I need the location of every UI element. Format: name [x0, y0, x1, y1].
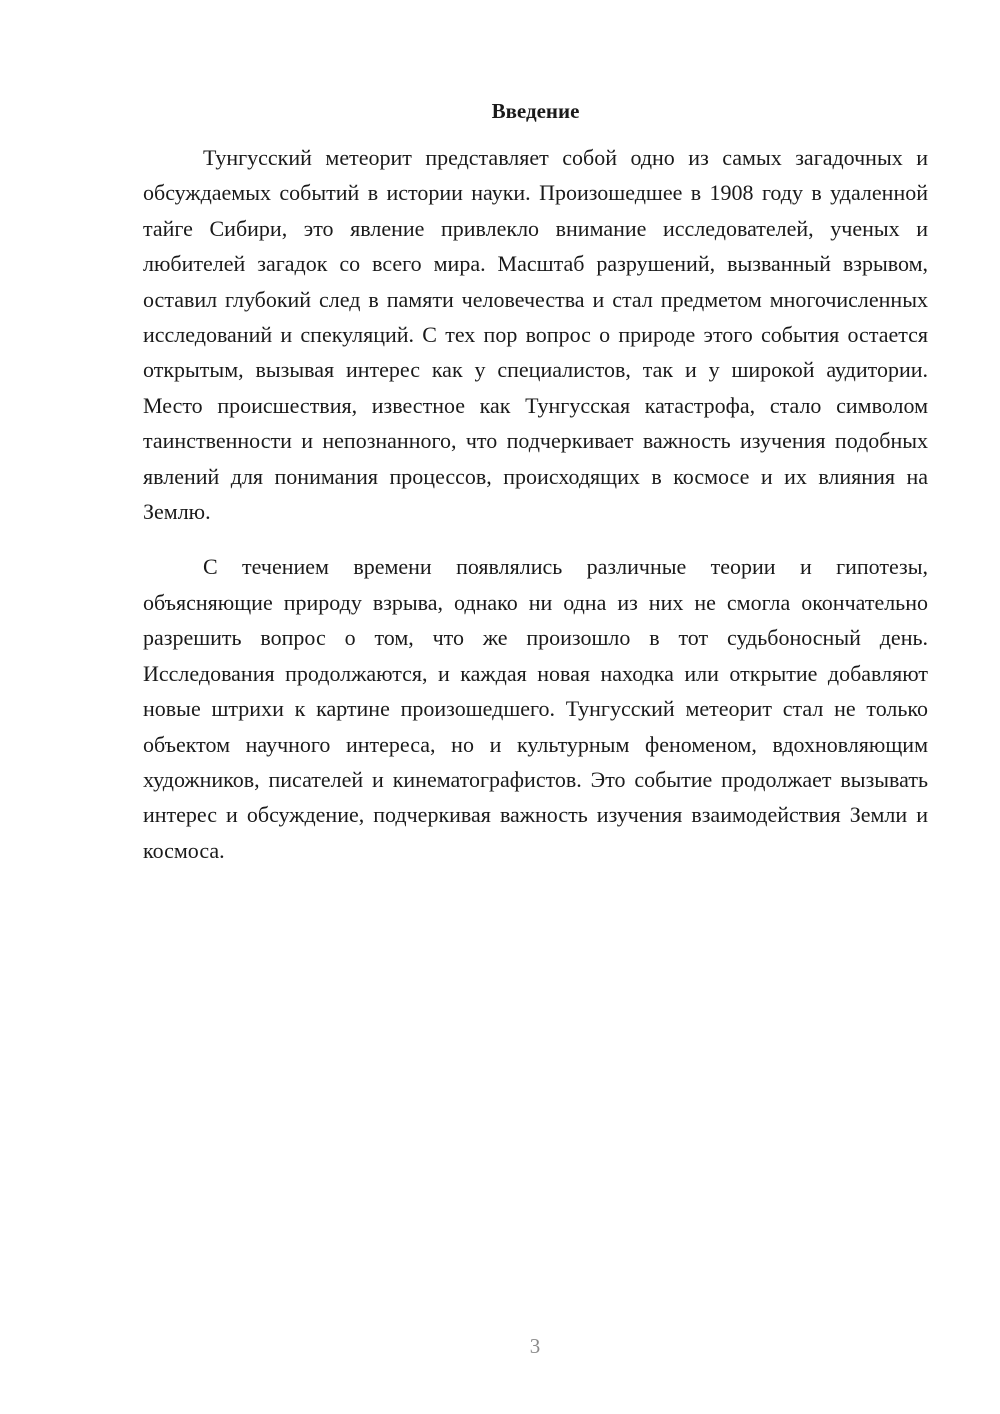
page-number: 3	[529, 1334, 541, 1358]
page-content	[143, 96, 928, 888]
section-heading: Введение	[491, 99, 580, 123]
paragraph-2: С течением времени появлялись различные теории и гипотезы, объясняющие природу взрыва, однако ни одна из них не смогла окончательно разрешить вопрос о том, что же произошло в тот судьбоносный день. Исследования продолжаются, и каждая новая находка или открытие добавляют новые штрихи к картине произошедшего. Тунгусский метеорит стал не только объектом научного интереса, но и культурным феноменом, вдохновляющим художников, писателей и кинематографистов. Это событие продолжает вызывать интерес и обсуждение, подчеркивая важность изучения взаимодействия Земли и космоса.	[143, 554, 928, 863]
paragraph-1: Тунгусский метеорит представляет собой одно из самых загадочных и обсуждаемых событий в истории науки. Произошедшее в 1908 году в удаленной тайге Сибири, это явление привлекло внимание исследователей, ученых и любителей загадок со всего мира. Масштаб разрушений, вызванный взрывом, оставил глубокий след в памяти человечества и стал предметом многочисленных исследований и спекуляций. С тех пор вопрос о природе этого события остается открытым, вызывая интерес как у специалистов, так и у широкой аудитории. Место происшествия, известное как Тунгусская катастрофа, стало символом таинственности и непознанного, что подчеркивает важность изучения подобных явлений для понимания процессов, происходящих в космосе и их влияния на Землю.	[143, 145, 928, 525]
